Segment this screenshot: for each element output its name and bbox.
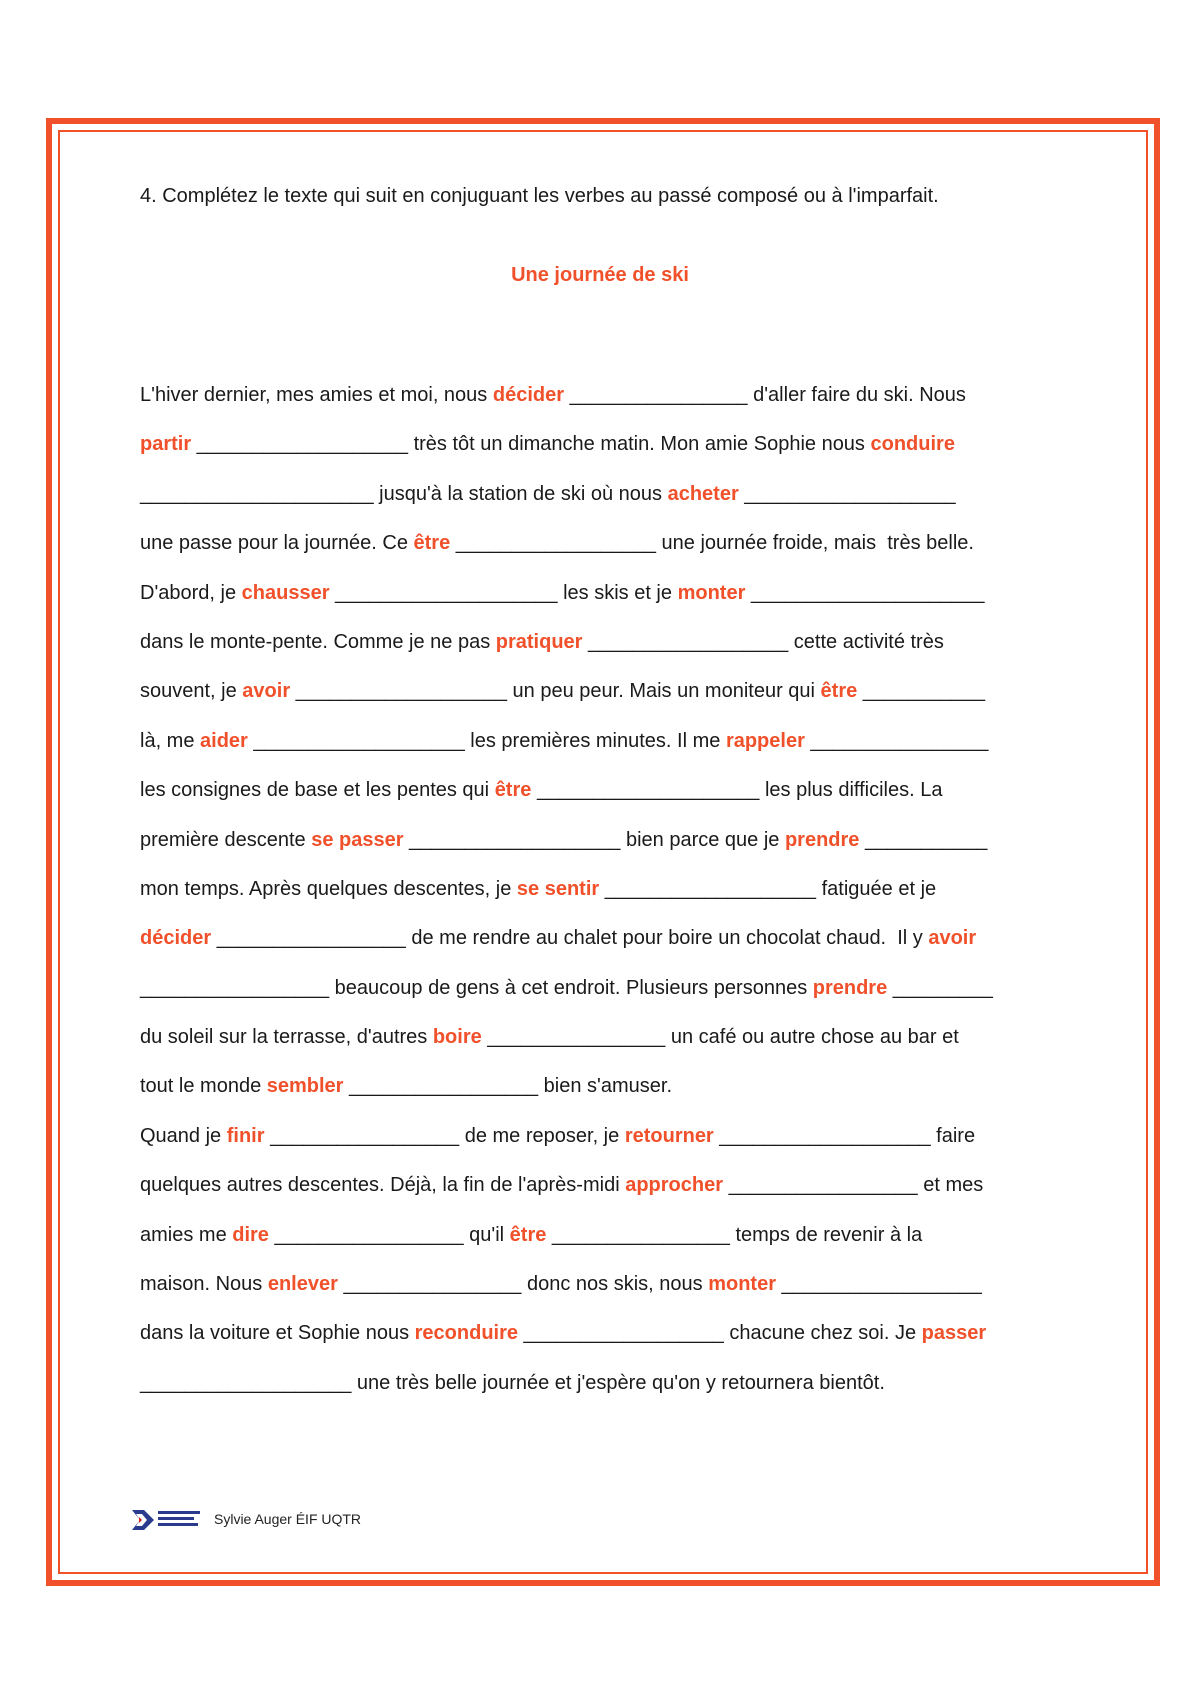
text-segment: ___________________ fatiguée et je	[599, 877, 937, 900]
school-logo	[130, 1506, 202, 1532]
text-segment: souvent, je	[140, 680, 243, 703]
text-segment: tout le monde	[140, 1075, 267, 1098]
text-line	[140, 1022, 1090, 1071]
verb-to-conjugate: se sentir	[516, 877, 600, 900]
text-segment: _________________ et mes	[723, 1174, 984, 1197]
text-segment: __________________ une journée froide, mais très belle.	[450, 532, 974, 555]
text-line	[140, 1071, 1090, 1120]
verb-to-conjugate: se passer	[311, 828, 404, 851]
verb-to-conjugate: avoir	[242, 680, 291, 703]
text-line	[140, 676, 1090, 725]
verb-to-conjugate: conduire	[870, 433, 955, 456]
text-segment: _________________ beaucoup de gens à cet endroit. Plusieurs personnes	[140, 976, 813, 999]
verb-to-conjugate: chausser	[241, 581, 330, 604]
text-segment: les consignes de base et les pentes qui	[140, 779, 495, 802]
text-line	[140, 1121, 1090, 1170]
text-segment: ________________ un café ou autre chose au bar et	[481, 1026, 959, 1049]
verb-to-conjugate: aider	[200, 729, 248, 752]
verb-to-conjugate: décider	[140, 927, 212, 950]
text-segment: D'abord, je	[140, 581, 242, 604]
verb-to-conjugate: monter	[677, 581, 746, 604]
text-segment: dans le monte-pente. Comme je ne pas	[140, 630, 496, 653]
text-segment: ___________	[859, 828, 988, 851]
verb-to-conjugate: être	[820, 680, 858, 703]
text-segment: ___________	[857, 680, 986, 703]
verb-to-conjugate: reconduire	[414, 1322, 518, 1345]
text-segment: ___________________	[738, 482, 956, 505]
text-segment: _________________ de me reposer, je	[264, 1124, 625, 1147]
text-segment: _____________________ jusqu'à la station de ski où nous	[140, 482, 668, 505]
text-segment: _________	[887, 976, 993, 999]
text-segment: quelques autres descentes. Déjà, la fin de l'après-midi	[140, 1174, 626, 1197]
verb-to-conjugate: sembler	[266, 1075, 344, 1098]
text-segment: ___________________ un peu peur. Mais un moniteur qui	[290, 680, 821, 703]
verb-to-conjugate: prendre	[784, 828, 860, 851]
text-line	[140, 627, 1090, 676]
verb-to-conjugate: passer	[921, 1322, 987, 1345]
verb-to-conjugate: retourner	[624, 1124, 714, 1147]
text-segment: ____________________ les skis et je	[329, 581, 678, 604]
verb-to-conjugate: dire	[232, 1223, 269, 1246]
text-segment: une passe pour la journée. Ce	[140, 532, 414, 555]
verb-to-conjugate: partir	[140, 433, 192, 456]
verb-to-conjugate: boire	[432, 1026, 482, 1049]
text-line	[140, 429, 1090, 478]
verb-to-conjugate: finir	[226, 1124, 265, 1147]
text-line	[140, 528, 1090, 577]
text-segment: _____________________	[745, 581, 985, 604]
text-segment: L'hiver dernier, mes amies et moi, nous	[140, 384, 493, 406]
verb-to-conjugate: être	[494, 779, 532, 802]
text-segment: là, me	[140, 729, 201, 752]
text-segment: ________________ donc nos skis, nous	[337, 1273, 709, 1296]
text-line	[140, 1170, 1090, 1219]
text-segment: ________________ d'aller faire du ski. Nous	[564, 384, 966, 406]
text-segment: ________________ temps de revenir à la	[546, 1223, 923, 1246]
text-line	[140, 380, 1090, 429]
text-segment: dans la voiture et Sophie nous	[140, 1322, 415, 1345]
text-segment: ________________	[804, 729, 989, 752]
footer-author: Sylvie Auger ÉIF UQTR	[214, 1511, 362, 1527]
verb-to-conjugate: acheter	[667, 482, 739, 505]
text-segment: __________________ cette activité très	[582, 630, 944, 653]
verb-to-conjugate: monter	[708, 1273, 776, 1296]
text-line	[140, 479, 1090, 528]
text-segment: _________________ de me rendre au chalet pour boire un chocolat chaud. Il y	[211, 927, 929, 950]
verb-to-conjugate: approcher	[625, 1174, 724, 1197]
text-segment: amies me	[140, 1223, 233, 1246]
text-segment: _________________ bien s'amuser.	[343, 1075, 673, 1098]
text-line	[140, 1368, 1090, 1417]
verb-to-conjugate: rappeler	[725, 729, 805, 752]
text-segment: du soleil sur la terrasse, d'autres	[140, 1026, 433, 1049]
text-line	[140, 825, 1090, 874]
text-title: Une journée de ski	[511, 264, 689, 286]
text-segment: ___________________ bien parce que je	[403, 828, 785, 851]
text-line	[140, 923, 1090, 972]
text-line	[140, 1220, 1090, 1269]
verb-to-conjugate: avoir	[928, 927, 977, 950]
text-line	[140, 1318, 1090, 1367]
text-line	[140, 726, 1090, 775]
text-line	[140, 578, 1090, 627]
text-segment: ___________________ très tôt un dimanche matin. Mon amie Sophie nous	[191, 433, 871, 456]
text-segment: ___________________ les premières minutes. Il me	[247, 729, 726, 752]
text-segment: Quand je	[140, 1124, 227, 1147]
text-line	[140, 1269, 1090, 1318]
verb-to-conjugate: enlever	[267, 1273, 338, 1296]
text-segment: ____________________ les plus difficiles. La	[531, 779, 943, 802]
text-line	[140, 874, 1090, 923]
verb-to-conjugate: être	[413, 532, 451, 555]
text-segment: _________________ qu'il	[268, 1223, 510, 1246]
text-segment: __________________ chacune chez soi. Je	[518, 1322, 922, 1345]
text-segment: mon temps. Après quelques descentes, je	[140, 877, 517, 900]
verb-to-conjugate: être	[509, 1223, 547, 1246]
verb-to-conjugate: pratiquer	[495, 630, 583, 653]
text-segment: __________________	[776, 1273, 982, 1296]
text-line	[140, 973, 1090, 1022]
exercise-text	[140, 380, 1090, 1417]
footer	[130, 1506, 361, 1532]
verb-to-conjugate: décider	[492, 384, 565, 406]
verb-to-conjugate: prendre	[812, 976, 888, 999]
text-segment: première descente	[140, 828, 312, 851]
text-segment: maison. Nous	[140, 1273, 268, 1296]
exercise-instruction: 4. Complétez le texte qui suit en conjuguant les verbes au passé composé ou à l'imparfait.	[140, 185, 939, 207]
text-line	[140, 775, 1090, 824]
text-segment: ___________________ faire	[713, 1124, 976, 1147]
text-segment: ___________________ une très belle journée et j'espère qu'on y retournera bientôt.	[140, 1371, 885, 1394]
